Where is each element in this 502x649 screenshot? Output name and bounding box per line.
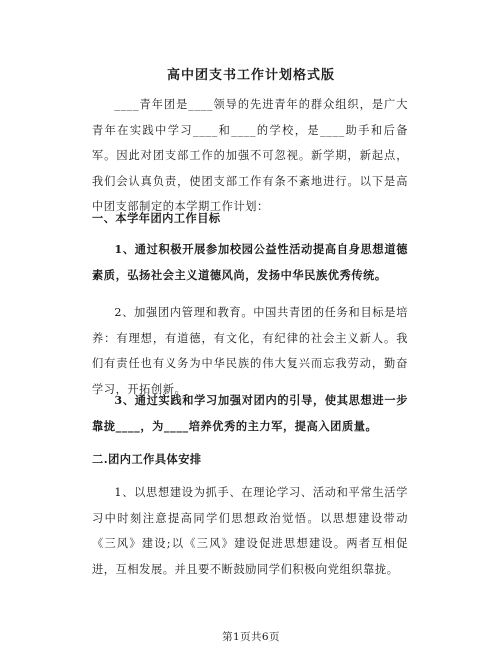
section-heading-arrangement: 二.团内工作具体安排 bbox=[92, 452, 202, 466]
document-title: 高中团支书工作计划格式版 bbox=[166, 68, 335, 83]
arrangement-item-1: 1、以思想建设为抓手、在理论学习、活动和平常生活学习中时刻注意提高同学们思想政治觉悟。以思想建设带动《三风》建设;以《三风》建设促进思想建设。两者互相促进，互相发展。并且要不断鼓励同学们积极向党组织靠拢。 bbox=[92, 486, 408, 576]
section-heading-goals: 一、本学年团内工作目标 bbox=[92, 211, 221, 225]
intro-paragraph: ____青年团是____领导的先进青年的群众组织，是广大青年在实践中学习____和____的学校，是____助手和后备军。因此对团支部工作的加强不可忽视。新学期，新起点，我们会认真负责，使团支部工作有条不紊地进行。以下是高中团支部制定的本学期工作计划： bbox=[92, 98, 408, 213]
page-number: 第1页共6页 bbox=[222, 631, 280, 643]
goal-item-2: 2、加强团内管理和教育。中国共青团的任务和目标是培养：有理想，有道德，有文化，有纪律的社会主义新人。我们有责任也有义务为中华民族的伟大复兴而忘我劳动，勤奋学习，开拓创新。 bbox=[92, 306, 408, 396]
goal-item-1: 1、通过积极开展参加校园公益性活动提高自身思想道德素质，弘扬社会主义道德风尚，发扬中华民族优秀传统。 bbox=[92, 242, 408, 282]
goal-item-3: 3、通过实践和学习加强对团内的引导，使其思想进一步靠拢____，为____培养优秀的主力军，提高入团质量。 bbox=[92, 393, 408, 433]
